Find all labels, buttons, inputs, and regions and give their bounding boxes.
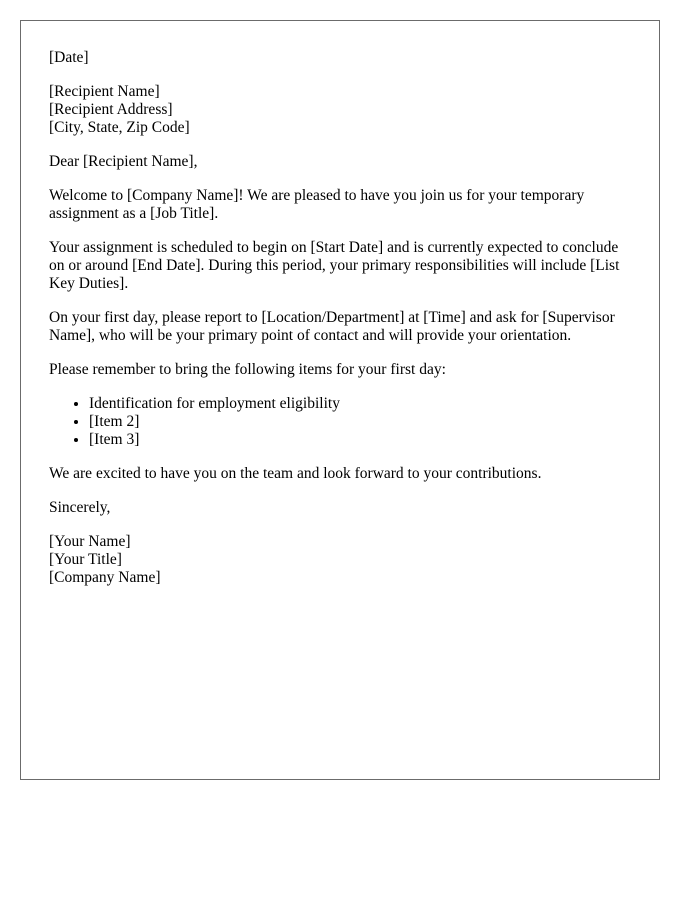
list-item: • [Item 3]	[89, 431, 631, 449]
recipient-city-state-zip: [City, State, Zip Code]	[49, 119, 190, 136]
salutation: Dear [Recipient Name],	[49, 153, 198, 170]
closing: Sincerely,	[49, 499, 111, 516]
paragraph-welcome: Welcome to [Company Name]! We are pleased to have you join us for your temporary assignment as a [Job Title].	[49, 187, 585, 222]
paragraph-items-intro: Please remember to bring the following items for your first day:	[49, 361, 446, 378]
signature-block	[49, 533, 631, 587]
letter-date: [Date]	[49, 49, 89, 66]
closing-paragraph: We are excited to have you on the team and look forward to your contributions.	[49, 465, 542, 482]
list-item: • Identification for employment eligibility	[89, 395, 631, 413]
paragraph-first-day: On your first day, please report to [Location/Department] at [Time] and ask for [Supervisor Name], who will be your primary point of contact and will provide your orientation.	[49, 309, 615, 344]
signature-company: [Company Name]	[49, 569, 161, 586]
recipient-address: [Recipient Address]	[49, 101, 173, 118]
signature-title: [Your Title]	[49, 551, 122, 568]
letter-page	[20, 20, 660, 780]
recipient-block	[49, 83, 631, 137]
list-item: • [Item 2]	[89, 413, 631, 431]
items-list	[49, 395, 631, 449]
signature-name: [Your Name]	[49, 533, 131, 550]
paragraph-assignment: Your assignment is scheduled to begin on [Start Date] and is currently expected to conclude on or around [End Date]. During this period, your primary responsibilities will include [List Key Duties].	[49, 239, 620, 292]
recipient-name: [Recipient Name]	[49, 83, 160, 100]
